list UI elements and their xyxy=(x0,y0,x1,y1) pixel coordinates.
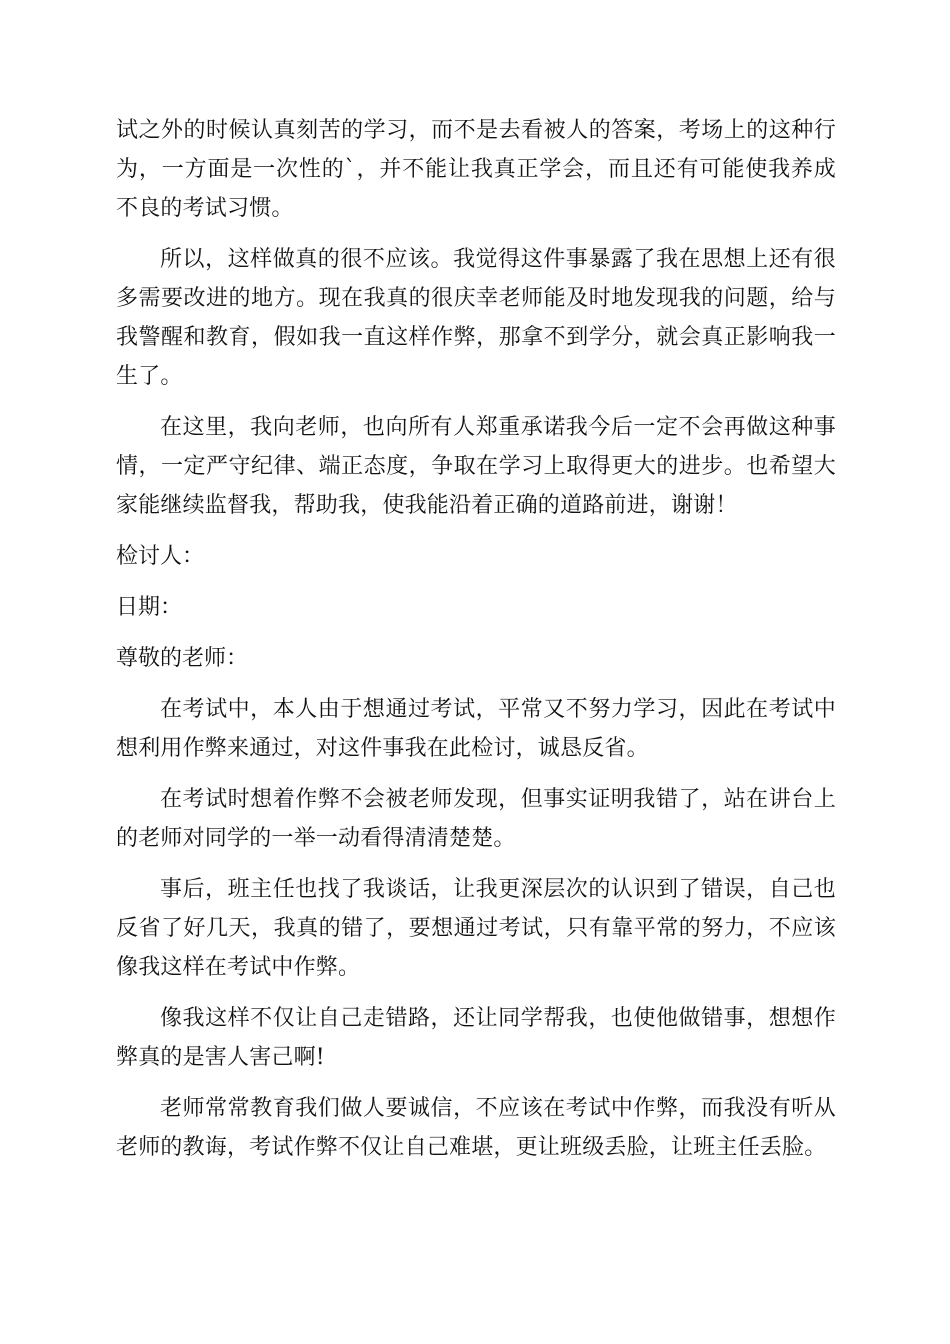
letter-paragraph: 在考试中，本人由于想通过考试，平常又不努力学习，因此在考试中想利用作弊来通过，对这件事我在此检讨，诚恳反省。 xyxy=(116,697,836,761)
paragraph-promise: 在这里，我向老师，也向所有人郑重承诺我今后一定不会再做这种事情，一定严守纪律、端正态度，争取在学习上取得更大的进步。也希望大家能继续监督我，帮助我，使我能沿着正确的道路前进，谢谢！ xyxy=(116,415,836,518)
signature-label: 检讨人： xyxy=(116,544,205,569)
letter-paragraph: 像我这样不仅让自己走错路，还让同学帮我，也使他做错事，想想作弊真的是害人害己啊! xyxy=(116,1006,836,1070)
letter-paragraph: 事后，班主任也找了我谈话，让我更深层次的认识到了错误，自己也反省了好几天，我真的错了，要想通过考试，只有靠平常的努力，不应该像我这样在考试中作弊。 xyxy=(116,877,836,980)
paragraph-continuation: 试之外的时候认真刻苦的学习，而不是去看被人的答案，考场上的这种行为，一方面是一次性的`，并不能让我真正学会，而且还有可能使我养成不良的考试习惯。 xyxy=(116,118,836,221)
date-label: 日期： xyxy=(116,595,183,620)
letter-paragraph: 在考试时想着作弊不会被老师发现，但事实证明我错了，站在讲台上的老师对同学的一举一动看得清清楚楚。 xyxy=(116,787,836,851)
paragraph-reflection: 所以，这样做真的很不应该。我觉得这件事暴露了我在思想上还有很多需要改进的地方。现在我真的很庆幸老师能及时地发现我的问题，给与我警醒和教育，假如我一直这样作弊，那拿不到学分，就会真正影响我一生了。 xyxy=(116,247,836,389)
salutation: 尊敬的老师： xyxy=(116,646,249,671)
document-body xyxy=(116,111,836,1179)
letter-paragraph: 老师常常教育我们做人要诚信，不应该在考试中作弊，而我没有听从老师的教诲，考试作弊不仅让自己难堪，更让班级丢脸，让班主任丢脸。 xyxy=(116,1096,836,1160)
